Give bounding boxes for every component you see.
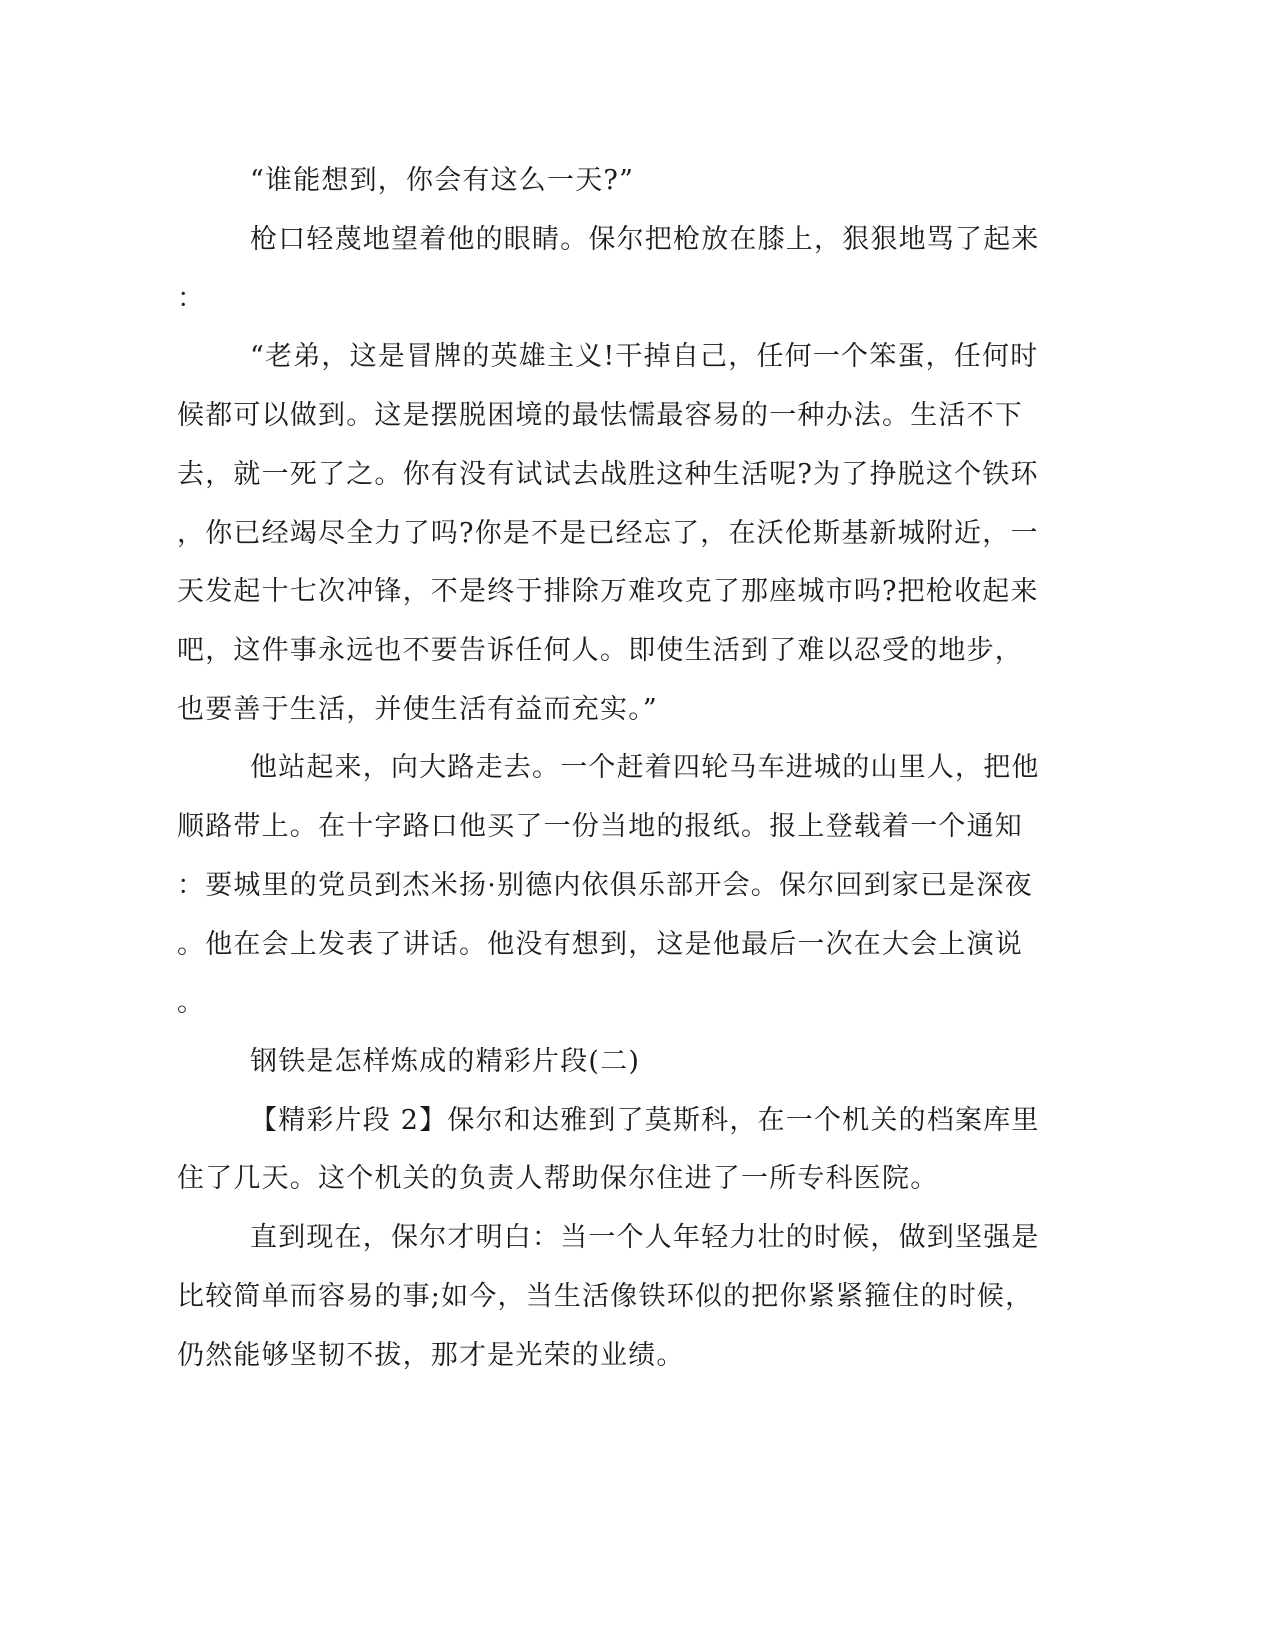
text-line-9: 吧，这件事永远也不要告诉任何人。即使生活到了难以忍受的地步， <box>177 635 1023 666</box>
text-line-13: ：要城里的党员到杰米扬·别德内依俱乐部开会。保尔回到家已是深夜 <box>177 870 1033 901</box>
text-line-7: ，你已经竭尽全力了吗?你是不是已经忘了，在沃伦斯基新城附近，一 <box>177 518 1039 549</box>
text-line-2: 枪口轻蔑地望着他的眼睛。保尔把枪放在膝上，狠狠地骂了起来 <box>250 224 1040 255</box>
text-line-11: 他站起来，向大路走去。一个赶着四轮马车进城的山里人，把他 <box>250 752 1040 783</box>
text-line-5: 候都可以做到。这是摆脱困境的最怯懦最容易的一种办法。生活不下 <box>177 400 1023 431</box>
text-line-19: 直到现在，保尔才明白：当一个人年轻力壮的时候，做到坚强是 <box>250 1222 1040 1253</box>
text-line-4: “老弟，这是冒牌的英雄主义!干掉自己，任何一个笨蛋，任何时 <box>250 341 1039 372</box>
text-line-21: 仍然能够坚韧不拔，那才是光荣的业绩。 <box>177 1340 685 1371</box>
text-line-6: 去，就一死了之。你有没有试试去战胜这种生活呢?为了挣脱这个铁环 <box>177 459 1039 490</box>
section-heading: 钢铁是怎样炼成的精彩片段(二) <box>250 1046 641 1077</box>
text-line-10: 也要善于生活，并使生活有益而充实。” <box>177 694 658 725</box>
text-line-1: “谁能想到，你会有这么一天?” <box>250 165 635 196</box>
text-line-8: 天发起十七次冲锋，不是终于排除万难攻克了那座城市吗?把枪收起来 <box>177 576 1039 607</box>
text-line-14: 。他在会上发表了讲话。他没有想到，这是他最后一次在大会上演说 <box>177 929 1023 960</box>
text-line-12: 顺路带上。在十字路口他买了一份当地的报纸。报上登载着一个通知 <box>177 811 1023 842</box>
text-line-20: 比较简单而容易的事;如今，当生活像铁环似的把你紧紧箍住的时候， <box>177 1281 1034 1312</box>
text-line-17: 【精彩片段 2】保尔和达雅到了莫斯科，在一个机关的档案库里 <box>250 1105 1040 1136</box>
text-line-3: ： <box>177 283 206 314</box>
text-line-18: 住了几天。这个机关的负责人帮助保尔住进了一所专科医院。 <box>177 1163 939 1194</box>
text-line-15: 。 <box>177 987 206 1018</box>
